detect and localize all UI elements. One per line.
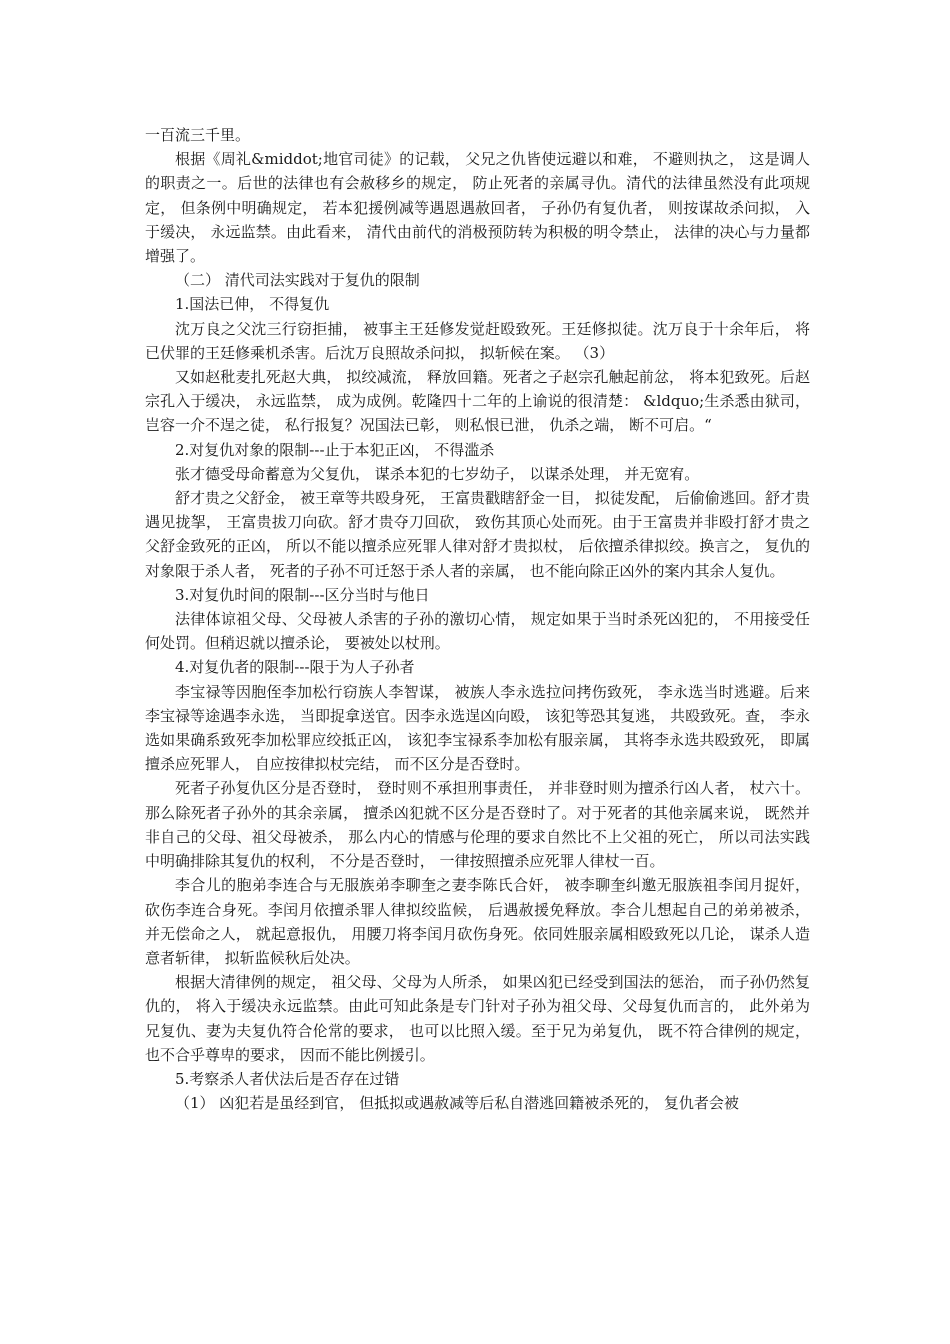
paragraph: 李合儿的胞弟李连合与无服族弟李聊奎之妻李陈氏合奸， 被李聊奎纠邀无服族祖李闰月捉奸， 砍伤李连合身死。李闰月依擅杀罪人律拟绞监候， 后遇赦援免释放。李合儿想起自己的弟弟被杀， 并无偿命之人， 就起意报仇， 用腰刀将李闰月砍伤身死。依同姓服亲属相殴致死以几论， 谋杀人造意者斩律， 拟斩监候秋后处决。: [145, 876, 810, 967]
subsection-heading: 3.对复仇时间的限制---区分当时与他日: [175, 585, 430, 604]
subsection-heading: 2.对复仇对象的限制---止于本犯正凶， 不得滥杀: [175, 440, 495, 459]
subsection-heading: 4.对复仇者的限制---限于为人子孙者: [175, 658, 415, 677]
subsection-heading: 5.考察杀人者伏法后是否存在过错: [175, 1069, 400, 1088]
paragraph: 李宝禄等因胞侄李加松行窃族人李智谋， 被族人李永选拉问拷伤致死， 李永选当时逃避。后来李宝禄等途遇李永选， 当即捉拿送官。因李永选逞凶向殴， 该犯等恐其复逃， 共殴致死。查， 李永选如果确系致死李加松罪应绞抵正凶， 该犯李宝禄系李加松有服亲属， 其将李永选共殴致死， 即属擅杀应死罪人， 自应按律拟杖完结， 而不区分是否登时。: [145, 682, 810, 774]
paragraph: 一百流三千里。: [145, 126, 251, 144]
list-item-heading: （1） 凶犯若是虽经到官， 但抵拟或遇赦减等后私自潜逃回籍被杀死的， 复仇者会被: [175, 1094, 739, 1113]
paragraph: 死者子孙复仇区分是否登时， 登时则不承担刑事责任， 并非登时则为擅杀行凶人者， 杖六十。那么除死者子孙外的其余亲属， 擅杀凶犯就不区分是否登时了。对于死者的其他亲属来说， 既然并非自己的父母、祖父母被杀， 那么内心的情感与伦理的要求自然比不上父祖的死亡， 所以司法实践中明确排除其复仇的权利， 不分是否登时， 一律按照擅杀应死罪人律杖一百。: [145, 779, 810, 871]
paragraph: 张才德受母命蓄意为父复仇， 谋杀本犯的七岁幼子， 以谋杀处理， 并无宽宥。: [175, 464, 700, 483]
section-heading: （二） 清代司法实践对于复仇的限制: [175, 271, 420, 290]
paragraph: 根据大清律例的规定， 祖父母、父母为人所杀， 如果凶犯已经受到国法的惩治， 而子孙仍然复仇的， 将入于缓决永远监禁。由此可知此条是专门针对子孙为祖父母、父母复仇而言的， 此外弟为兄复仇、妻为夫复仇符合伦常的要求， 也可以比照入缓。至于兄为弟复仇， 既不符合律例的规定， 也不合乎尊卑的要求， 因而不能比例援引。: [145, 973, 810, 1064]
paragraph: 沈万良之父沈三行窃拒捕， 被事主王廷修发觉赶殴致死。王廷修拟徒。沈万良于十余年后， 将已伏罪的王廷修乘机杀害。后沈万良照故杀问拟， 拟斩候在案。 （3）: [145, 319, 810, 362]
document-body: [145, 123, 810, 1115]
subsection-heading: 1.国法已伸， 不得复仇: [175, 295, 330, 314]
paragraph: 法律体谅祖父母、父母被人杀害的子孙的激切心情， 规定如果于当时杀死凶犯的， 不用接受任何处罚。但稍迟就以擅杀论， 要被处以杖刑。: [145, 610, 810, 653]
paragraph: 根据《周礼&middot;地官司徒》的记载， 父兄之仇皆使远避以和难， 不避则执之， 这是调人的职责之一。后世的法律也有会赦移乡的规定， 防止死者的亲属寻仇。清代的法律虽然没有此项规定， 但条例中明确规定， 若本犯援例减等遇恩遇赦回者， 子孙仍有复仇者， 则按谋故杀问拟， 入于缓决， 永远监禁。由此看来， 清代由前代的消极预防转为积极的明令禁止， 法律的决心与力量都增强了。: [145, 150, 810, 266]
paragraph: 舒才贵之父舒金， 被王章等共殴身死， 王富贵戳瞎舒金一目， 拟徒发配， 后偷偷逃回。舒才贵遇见拢挐， 王富贵拔刀向砍。舒才贵夺刀回砍， 致伤其顶心处而死。由于王富贵并非殴打舒才贵之父舒金致死的正凶， 所以不能以擅杀应死罪人律对舒才贵拟杖， 后依擅杀律拟绞。换言之， 复仇的对象限于杀人者， 死者的子孙不可迁怒于杀人者的亲属， 也不能向除正凶外的案内其余人复仇。: [145, 489, 810, 580]
paragraph: 又如赵秕麦扎死赵大典， 拟绞减流， 释放回籍。死者之子赵宗孔触起前忿， 将本犯致死。后赵宗孔入于缓决， 永远监禁， 成为成例。乾隆四十二年的上谕说的很清楚： &ldquo;生杀悉由狱司， 岂容一介不逞之徒， 私行报复？况国法已彰， 则私恨已泄， 仇杀之端， 断不可启。“: [145, 368, 810, 435]
